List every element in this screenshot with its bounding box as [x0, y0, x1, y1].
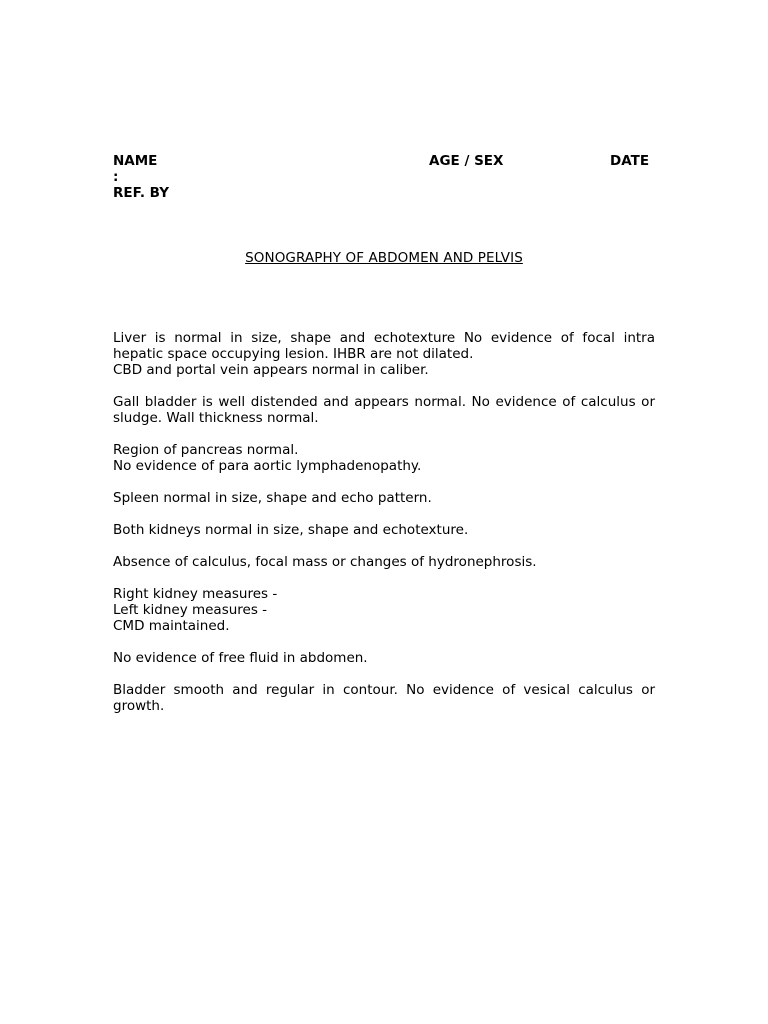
report-line: Spleen normal in size, shape and echo pattern. — [113, 490, 432, 506]
report-paragraph — [113, 394, 655, 426]
report-line: CBD and portal vein appears normal in caliber. — [113, 362, 429, 378]
report-line: CMD maintained. — [113, 618, 230, 634]
ref-by-label: REF. BY — [113, 185, 170, 201]
date-label: DATE — [610, 153, 650, 169]
report-paragraph — [113, 330, 655, 378]
report-paragraph — [113, 554, 655, 570]
report-line: Bladder smooth and regular in contour. No evidence of vesical calculus or growth. — [113, 682, 655, 714]
report-line: Region of pancreas normal. — [113, 442, 299, 458]
report-line: Left kidney measures - — [113, 602, 268, 618]
report-line: No evidence of free fluid in abdomen. — [113, 650, 368, 666]
report-paragraph — [113, 442, 655, 474]
report-line: Absence of calculus, focal mass or changes of hydronephrosis. — [113, 554, 537, 570]
report-paragraph — [113, 650, 655, 666]
report-paragraph — [113, 522, 655, 538]
name-colon: : — [113, 169, 119, 185]
report-body — [113, 330, 655, 730]
report-line: Liver is normal in size, shape and echotexture No evidence of focal intra hepatic space occupying lesion. IHBR are not dilated. — [113, 330, 655, 362]
report-line: Both kidneys normal in size, shape and echotexture. — [113, 522, 469, 538]
report-line: Right kidney measures - — [113, 586, 278, 602]
report-paragraph — [113, 490, 655, 506]
name-label: NAME — [113, 153, 158, 169]
age-sex-label: AGE / SEX — [429, 153, 504, 169]
report-title: SONOGRAPHY OF ABDOMEN AND PELVIS — [245, 250, 523, 266]
report-line: No evidence of para aortic lymphadenopathy. — [113, 458, 422, 474]
report-line: Gall bladder is well distended and appears normal. No evidence of calculus or sludge. Wall thickness normal. — [113, 394, 655, 426]
report-paragraph — [113, 586, 655, 634]
report-paragraph — [113, 682, 655, 714]
